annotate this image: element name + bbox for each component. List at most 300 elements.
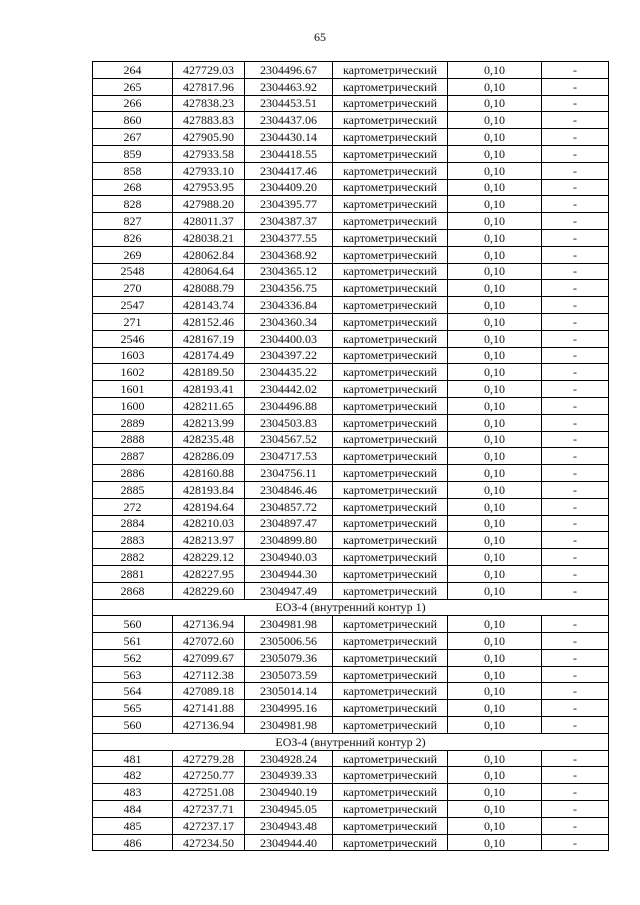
method-cell: картометрический (333, 498, 448, 515)
point-number-cell: 264 (93, 62, 173, 79)
method-cell: картометрический (333, 213, 448, 230)
note-cell: - (542, 515, 609, 532)
x-coordinate-cell: 427933.10 (173, 162, 245, 179)
point-number-cell: 271 (93, 313, 173, 330)
y-coordinate-cell: 2304463.92 (245, 78, 333, 95)
point-number-cell: 483 (93, 784, 173, 801)
table-row (93, 616, 609, 633)
y-coordinate-cell: 2304453.51 (245, 95, 333, 112)
y-coordinate-cell: 2304567.52 (245, 431, 333, 448)
y-coordinate-cell: 2304437.06 (245, 112, 333, 129)
note-cell: - (542, 330, 609, 347)
note-cell: - (542, 162, 609, 179)
table-row (93, 313, 609, 330)
method-cell: картометрический (333, 616, 448, 633)
table-row (93, 229, 609, 246)
note-cell: - (542, 347, 609, 364)
y-coordinate-cell: 2304409.20 (245, 179, 333, 196)
x-coordinate-cell: 428227.95 (173, 565, 245, 582)
x-coordinate-cell: 428213.99 (173, 414, 245, 431)
point-number-cell: 481 (93, 750, 173, 767)
x-coordinate-cell: 427729.03 (173, 62, 245, 79)
y-coordinate-cell: 2305073.59 (245, 666, 333, 683)
table-row (93, 179, 609, 196)
table-row (93, 330, 609, 347)
method-cell: картометрический (333, 280, 448, 297)
accuracy-cell: 0,10 (448, 498, 542, 515)
note-cell: - (542, 112, 609, 129)
section-header-row (93, 733, 609, 750)
y-coordinate-cell: 2304944.40 (245, 834, 333, 851)
table-row (93, 129, 609, 146)
point-number-cell: 1603 (93, 347, 173, 364)
accuracy-cell: 0,10 (448, 229, 542, 246)
y-coordinate-cell: 2304846.46 (245, 481, 333, 498)
point-number-cell: 2882 (93, 549, 173, 566)
y-coordinate-cell: 2304377.55 (245, 229, 333, 246)
point-number-cell: 482 (93, 767, 173, 784)
point-number-cell: 859 (93, 145, 173, 162)
y-coordinate-cell: 2304940.03 (245, 549, 333, 566)
method-cell: картометрический (333, 532, 448, 549)
point-number-cell: 827 (93, 213, 173, 230)
accuracy-cell: 0,10 (448, 649, 542, 666)
table-row (93, 481, 609, 498)
x-coordinate-cell: 428088.79 (173, 280, 245, 297)
method-cell: картометрический (333, 229, 448, 246)
accuracy-cell: 0,10 (448, 801, 542, 818)
accuracy-cell: 0,10 (448, 515, 542, 532)
point-number-cell: 828 (93, 196, 173, 213)
note-cell: - (542, 414, 609, 431)
table-row (93, 78, 609, 95)
x-coordinate-cell: 428193.41 (173, 381, 245, 398)
note-cell: - (542, 481, 609, 498)
method-cell: картометрический (333, 834, 448, 851)
x-coordinate-cell: 427279.28 (173, 750, 245, 767)
table-row (93, 263, 609, 280)
x-coordinate-cell: 428160.88 (173, 465, 245, 482)
point-number-cell: 2868 (93, 582, 173, 599)
method-cell: картометрический (333, 801, 448, 818)
table-row (93, 750, 609, 767)
method-cell: картометрический (333, 465, 448, 482)
table-row (93, 498, 609, 515)
accuracy-cell: 0,10 (448, 817, 542, 834)
table-row (93, 532, 609, 549)
method-cell: картометрический (333, 582, 448, 599)
point-number-cell: 561 (93, 633, 173, 650)
point-number-cell: 562 (93, 649, 173, 666)
x-coordinate-cell: 428189.50 (173, 364, 245, 381)
x-coordinate-cell: 427072.60 (173, 633, 245, 650)
note-cell: - (542, 246, 609, 263)
table-row (93, 145, 609, 162)
y-coordinate-cell: 2304928.24 (245, 750, 333, 767)
x-coordinate-cell: 428174.49 (173, 347, 245, 364)
note-cell: - (542, 784, 609, 801)
accuracy-cell: 0,10 (448, 364, 542, 381)
method-cell: картометрический (333, 162, 448, 179)
method-cell: картометрический (333, 515, 448, 532)
accuracy-cell: 0,10 (448, 162, 542, 179)
method-cell: картометрический (333, 112, 448, 129)
method-cell: картометрический (333, 313, 448, 330)
y-coordinate-cell: 2304496.67 (245, 62, 333, 79)
page-number: 65 (314, 30, 326, 44)
accuracy-cell: 0,10 (448, 448, 542, 465)
y-coordinate-cell: 2304442.02 (245, 381, 333, 398)
note-cell: - (542, 700, 609, 717)
method-cell: картометрический (333, 78, 448, 95)
accuracy-cell: 0,10 (448, 532, 542, 549)
table-row (93, 565, 609, 582)
point-number-cell: 860 (93, 112, 173, 129)
method-cell: картометрический (333, 196, 448, 213)
x-coordinate-cell: 427988.20 (173, 196, 245, 213)
point-number-cell: 1602 (93, 364, 173, 381)
table-row (93, 381, 609, 398)
accuracy-cell: 0,10 (448, 313, 542, 330)
method-cell: картометрический (333, 330, 448, 347)
y-coordinate-cell: 2304717.53 (245, 448, 333, 465)
x-coordinate-cell: 427250.77 (173, 767, 245, 784)
accuracy-cell: 0,10 (448, 784, 542, 801)
accuracy-cell: 0,10 (448, 129, 542, 146)
accuracy-cell: 0,10 (448, 297, 542, 314)
x-coordinate-cell: 427234.50 (173, 834, 245, 851)
method-cell: картометрический (333, 414, 448, 431)
point-number-cell: 2888 (93, 431, 173, 448)
y-coordinate-cell: 2304397.22 (245, 347, 333, 364)
table-row (93, 465, 609, 482)
note-cell: - (542, 129, 609, 146)
table-row (93, 297, 609, 314)
table-row (93, 700, 609, 717)
point-number-cell: 2881 (93, 565, 173, 582)
point-number-cell: 2886 (93, 465, 173, 482)
method-cell: картометрический (333, 431, 448, 448)
y-coordinate-cell: 2305014.14 (245, 683, 333, 700)
accuracy-cell: 0,10 (448, 62, 542, 79)
method-cell: картометрический (333, 767, 448, 784)
x-coordinate-cell: 428038.21 (173, 229, 245, 246)
method-cell: картометрический (333, 297, 448, 314)
note-cell: - (542, 179, 609, 196)
note-cell: - (542, 532, 609, 549)
point-number-cell: 272 (93, 498, 173, 515)
y-coordinate-cell: 2304496.88 (245, 397, 333, 414)
table-row (93, 112, 609, 129)
y-coordinate-cell: 2304944.30 (245, 565, 333, 582)
note-cell: - (542, 95, 609, 112)
note-cell: - (542, 616, 609, 633)
table-row (93, 246, 609, 263)
accuracy-cell: 0,10 (448, 263, 542, 280)
method-cell: картометрический (333, 62, 448, 79)
y-coordinate-cell: 2304395.77 (245, 196, 333, 213)
note-cell: - (542, 633, 609, 650)
note-cell: - (542, 565, 609, 582)
table-row (93, 515, 609, 532)
accuracy-cell: 0,10 (448, 347, 542, 364)
point-number-cell: 2883 (93, 532, 173, 549)
note-cell: - (542, 62, 609, 79)
method-cell: картометрический (333, 95, 448, 112)
y-coordinate-cell: 2304943.48 (245, 817, 333, 834)
y-coordinate-cell: 2304756.11 (245, 465, 333, 482)
accuracy-cell: 0,10 (448, 330, 542, 347)
x-coordinate-cell: 427089.18 (173, 683, 245, 700)
x-coordinate-cell: 428235.48 (173, 431, 245, 448)
table-row (93, 666, 609, 683)
x-coordinate-cell: 428194.64 (173, 498, 245, 515)
point-number-cell: 266 (93, 95, 173, 112)
method-cell: картометрический (333, 364, 448, 381)
method-cell: картометрический (333, 784, 448, 801)
accuracy-cell: 0,10 (448, 196, 542, 213)
method-cell: картометрический (333, 683, 448, 700)
method-cell: картометрический (333, 817, 448, 834)
accuracy-cell: 0,10 (448, 397, 542, 414)
section-header-row (93, 599, 609, 616)
table-body (93, 62, 609, 851)
x-coordinate-cell: 428064.64 (173, 263, 245, 280)
x-coordinate-cell: 427905.90 (173, 129, 245, 146)
y-coordinate-cell: 2304368.92 (245, 246, 333, 263)
y-coordinate-cell: 2304435.22 (245, 364, 333, 381)
point-number-cell: 2548 (93, 263, 173, 280)
accuracy-cell: 0,10 (448, 549, 542, 566)
table-row (93, 817, 609, 834)
note-cell: - (542, 767, 609, 784)
y-coordinate-cell: 2304418.55 (245, 145, 333, 162)
x-coordinate-cell: 428210.03 (173, 515, 245, 532)
table-row (93, 448, 609, 465)
x-coordinate-cell: 428143.74 (173, 297, 245, 314)
x-coordinate-cell: 427136.94 (173, 717, 245, 734)
x-coordinate-cell: 427136.94 (173, 616, 245, 633)
x-coordinate-cell: 428062.84 (173, 246, 245, 263)
note-cell: - (542, 313, 609, 330)
y-coordinate-cell: 2304897.47 (245, 515, 333, 532)
y-coordinate-cell: 2304981.98 (245, 616, 333, 633)
point-number-cell: 563 (93, 666, 173, 683)
table-row (93, 364, 609, 381)
method-cell: картометрический (333, 397, 448, 414)
x-coordinate-cell: 428152.46 (173, 313, 245, 330)
method-cell: картометрический (333, 717, 448, 734)
note-cell: - (542, 431, 609, 448)
accuracy-cell: 0,10 (448, 465, 542, 482)
note-cell: - (542, 717, 609, 734)
x-coordinate-cell: 428193.84 (173, 481, 245, 498)
accuracy-cell: 0,10 (448, 78, 542, 95)
point-number-cell: 485 (93, 817, 173, 834)
y-coordinate-cell: 2304503.83 (245, 414, 333, 431)
point-number-cell: 2887 (93, 448, 173, 465)
point-number-cell: 2546 (93, 330, 173, 347)
accuracy-cell: 0,10 (448, 834, 542, 851)
point-number-cell: 484 (93, 801, 173, 818)
accuracy-cell: 0,10 (448, 95, 542, 112)
method-cell: картометрический (333, 666, 448, 683)
accuracy-cell: 0,10 (448, 565, 542, 582)
table-row (93, 801, 609, 818)
y-coordinate-cell: 2304995.16 (245, 700, 333, 717)
point-number-cell: 2547 (93, 297, 173, 314)
method-cell: картометрический (333, 700, 448, 717)
accuracy-cell: 0,10 (448, 179, 542, 196)
y-coordinate-cell: 2304899.80 (245, 532, 333, 549)
x-coordinate-cell: 427953.95 (173, 179, 245, 196)
x-coordinate-cell: 427237.71 (173, 801, 245, 818)
table-row (93, 162, 609, 179)
accuracy-cell: 0,10 (448, 213, 542, 230)
x-coordinate-cell: 428213.97 (173, 532, 245, 549)
point-number-cell: 1601 (93, 381, 173, 398)
point-number-cell: 270 (93, 280, 173, 297)
y-coordinate-cell: 2305006.56 (245, 633, 333, 650)
accuracy-cell: 0,10 (448, 145, 542, 162)
method-cell: картометрический (333, 381, 448, 398)
y-coordinate-cell: 2304945.05 (245, 801, 333, 818)
point-number-cell: 1600 (93, 397, 173, 414)
point-number-cell: 268 (93, 179, 173, 196)
note-cell: - (542, 145, 609, 162)
table-row (93, 213, 609, 230)
y-coordinate-cell: 2304417.46 (245, 162, 333, 179)
x-coordinate-cell: 427112.38 (173, 666, 245, 683)
y-coordinate-cell: 2304981.98 (245, 717, 333, 734)
x-coordinate-cell: 428229.60 (173, 582, 245, 599)
table-row (93, 196, 609, 213)
accuracy-cell: 0,10 (448, 582, 542, 599)
accuracy-cell: 0,10 (448, 767, 542, 784)
method-cell: картометрический (333, 750, 448, 767)
x-coordinate-cell: 427237.17 (173, 817, 245, 834)
table-row (93, 62, 609, 79)
note-cell: - (542, 196, 609, 213)
accuracy-cell: 0,10 (448, 280, 542, 297)
method-cell: картометрический (333, 145, 448, 162)
method-cell: картометрический (333, 448, 448, 465)
accuracy-cell: 0,10 (448, 431, 542, 448)
x-coordinate-cell: 427141.88 (173, 700, 245, 717)
point-number-cell: 565 (93, 700, 173, 717)
x-coordinate-cell: 428211.65 (173, 397, 245, 414)
accuracy-cell: 0,10 (448, 750, 542, 767)
coordinates-table (92, 61, 609, 851)
y-coordinate-cell: 2304400.03 (245, 330, 333, 347)
y-coordinate-cell: 2304939.33 (245, 767, 333, 784)
accuracy-cell: 0,10 (448, 717, 542, 734)
note-cell: - (542, 817, 609, 834)
table-row (93, 549, 609, 566)
y-coordinate-cell: 2304356.75 (245, 280, 333, 297)
x-coordinate-cell: 427883.83 (173, 112, 245, 129)
table-row (93, 784, 609, 801)
note-cell: - (542, 381, 609, 398)
x-coordinate-cell: 427933.58 (173, 145, 245, 162)
note-cell: - (542, 229, 609, 246)
method-cell: картометрический (333, 649, 448, 666)
note-cell: - (542, 549, 609, 566)
point-number-cell: 486 (93, 834, 173, 851)
table-row (93, 834, 609, 851)
table-row (93, 717, 609, 734)
note-cell: - (542, 683, 609, 700)
x-coordinate-cell: 428229.12 (173, 549, 245, 566)
y-coordinate-cell: 2304430.14 (245, 129, 333, 146)
note-cell: - (542, 834, 609, 851)
note-cell: - (542, 280, 609, 297)
accuracy-cell: 0,10 (448, 616, 542, 633)
note-cell: - (542, 448, 609, 465)
point-number-cell: 2885 (93, 481, 173, 498)
accuracy-cell: 0,10 (448, 633, 542, 650)
accuracy-cell: 0,10 (448, 381, 542, 398)
note-cell: - (542, 666, 609, 683)
accuracy-cell: 0,10 (448, 666, 542, 683)
accuracy-cell: 0,10 (448, 700, 542, 717)
note-cell: - (542, 364, 609, 381)
note-cell: - (542, 465, 609, 482)
table-row (93, 633, 609, 650)
point-number-cell: 858 (93, 162, 173, 179)
table-row (93, 414, 609, 431)
y-coordinate-cell: 2304387.37 (245, 213, 333, 230)
method-cell: картометрический (333, 246, 448, 263)
method-cell: картометрический (333, 633, 448, 650)
note-cell: - (542, 750, 609, 767)
accuracy-cell: 0,10 (448, 112, 542, 129)
table-row (93, 767, 609, 784)
point-number-cell: 265 (93, 78, 173, 95)
note-cell: - (542, 582, 609, 599)
note-cell: - (542, 498, 609, 515)
method-cell: картометрический (333, 549, 448, 566)
method-cell: картометрический (333, 347, 448, 364)
x-coordinate-cell: 427099.67 (173, 649, 245, 666)
table-row (93, 280, 609, 297)
point-number-cell: 2884 (93, 515, 173, 532)
point-number-cell: 560 (93, 616, 173, 633)
x-coordinate-cell: 428167.19 (173, 330, 245, 347)
table-row (93, 649, 609, 666)
method-cell: картометрический (333, 565, 448, 582)
point-number-cell: 267 (93, 129, 173, 146)
method-cell: картометрический (333, 481, 448, 498)
accuracy-cell: 0,10 (448, 481, 542, 498)
table-row (93, 95, 609, 112)
point-number-cell: 269 (93, 246, 173, 263)
y-coordinate-cell: 2304940.19 (245, 784, 333, 801)
x-coordinate-cell: 428286.09 (173, 448, 245, 465)
x-coordinate-cell: 427817.96 (173, 78, 245, 95)
y-coordinate-cell: 2304857.72 (245, 498, 333, 515)
point-number-cell: 826 (93, 229, 173, 246)
section-header: ЕОЗ-4 (внутренний контур 1) (93, 599, 609, 616)
point-number-cell: 564 (93, 683, 173, 700)
accuracy-cell: 0,10 (448, 246, 542, 263)
table-row (93, 683, 609, 700)
note-cell: - (542, 649, 609, 666)
section-header: ЕОЗ-4 (внутренний контур 2) (93, 733, 609, 750)
accuracy-cell: 0,10 (448, 414, 542, 431)
note-cell: - (542, 801, 609, 818)
y-coordinate-cell: 2304365.12 (245, 263, 333, 280)
